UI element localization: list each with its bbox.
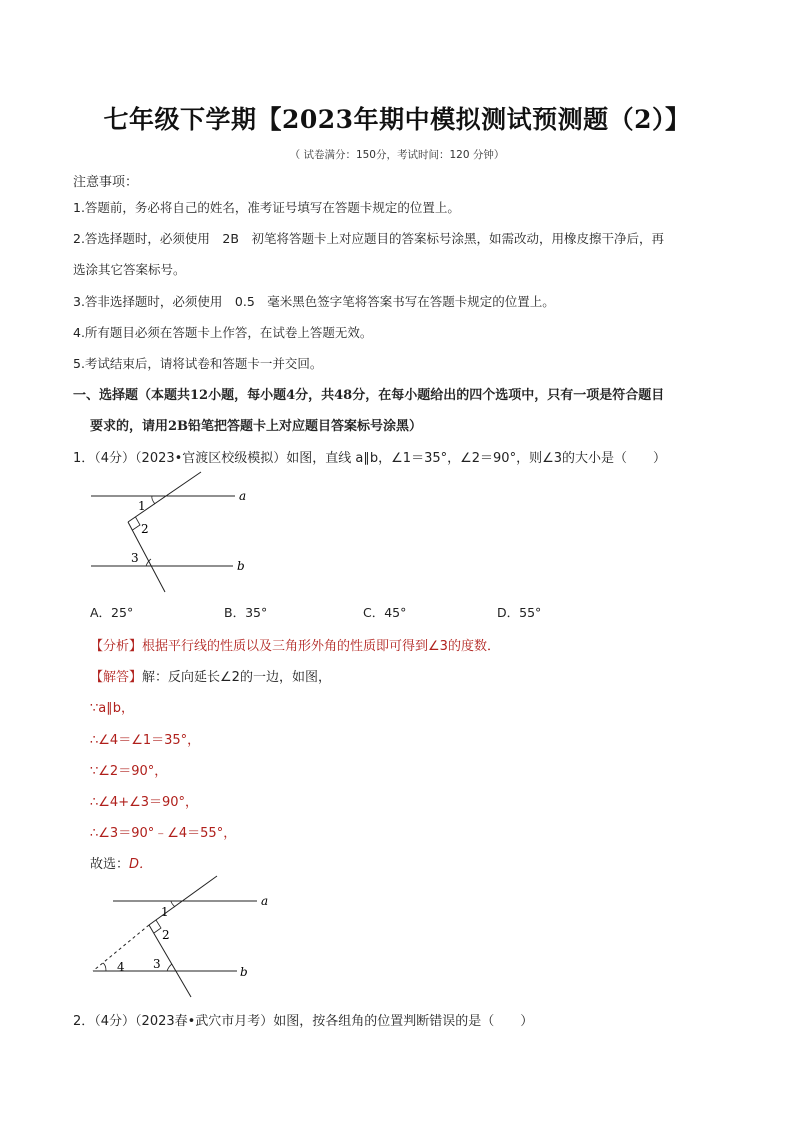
label-angle-2: 2	[141, 522, 149, 536]
note-item: 4.所有题目必须在答题卡上作答，在试卷上答题无效。	[73, 325, 373, 340]
notes-heading: 注意事项：	[73, 175, 139, 190]
note-item: 2.答选择题时，必须使用 2B 初笔将答题卡上对应题目的答案标号涂黑，如需改动，用橡皮擦干净后，再	[73, 231, 664, 246]
question-1-figure	[85, 470, 265, 600]
solution-step: ∴∠4＝∠1＝35°，	[90, 733, 201, 748]
option-c: C．45°	[363, 605, 407, 620]
angle-3-arc	[167, 964, 172, 971]
option-d: D．55°	[497, 605, 542, 620]
analysis	[90, 635, 500, 654]
label-angle-3: 3	[153, 957, 161, 971]
section-heading-cont: 要求的，请用2B铅笔把答题卡上对应题目答案标号涂黑）	[90, 419, 423, 434]
label-a: a	[261, 894, 269, 908]
right-angle-mark	[154, 920, 161, 933]
note-item: 1.答题前，务必将自己的姓名，准考证号填写在答题卡规定的位置上。	[73, 200, 460, 215]
option-a: A．25°	[90, 605, 134, 620]
label-angle-4: 4	[117, 960, 125, 974]
section-heading: 一、选择题（本题共12小题，每小题4分，共48分，在每小题给出的四个选项中，只有一项是符合题目	[73, 388, 665, 403]
solution-step: ∵∠2＝90°，	[90, 764, 168, 779]
page-subtitle: （ 试卷满分：150分，考试时间：120 分钟）	[289, 149, 505, 161]
page-title: 七年级下学期【2023年期中模拟测试预测题（2）】	[103, 105, 691, 134]
label-angle-1: 1	[161, 905, 169, 919]
solution-step: ∵a∥b，	[90, 701, 134, 716]
question-stem: 1．（4分）（2023•官渡区校级模拟）如图，直线 a∥b，∠1＝35°，∠2＝90°，则∠3的大小是（ ）	[73, 451, 667, 466]
solution-step: ∴∠4+∠3＝90°，	[90, 795, 199, 810]
analysis-tag: 【分析】	[90, 639, 143, 654]
angle-1-arc	[171, 901, 175, 907]
note-item: 5.考试结束后，请将试卷和答题卡一并交回。	[73, 356, 323, 371]
solution-tag: 【解答】	[90, 670, 143, 685]
solution-figure	[85, 870, 285, 1000]
choose-prefix: 故选：	[90, 857, 130, 872]
choose-answer: D．	[129, 857, 153, 872]
note-item: 选涂其它答案标号。	[73, 262, 186, 277]
angle-1-arc	[152, 496, 155, 504]
solution	[90, 666, 331, 685]
label-angle-1: 1	[138, 499, 146, 513]
label-angle-3: 3	[131, 551, 139, 565]
label-angle-2: 2	[162, 928, 170, 942]
label-b: b	[240, 965, 248, 979]
label-a: a	[239, 489, 247, 503]
note-item: 3.答非选择题时，必须使用 0.5 毫米黑色签字笔将答案书写在答题卡规定的位置上。	[73, 294, 555, 309]
transversal-upper	[128, 472, 201, 522]
solution-intro: 解：反向延长∠2的一边，如图，	[142, 670, 331, 685]
analysis-text: 根据平行线的性质以及三角形外角的性质即可得到∠3的度数．	[142, 639, 500, 654]
question-stem: 2．（4分）（2023春•武穴市月考）如图，按各组角的位置判断错误的是（ ）	[73, 1014, 534, 1029]
solution-step: ∴∠3＝90°﹣∠4＝55°，	[90, 826, 237, 841]
label-b: b	[237, 559, 245, 573]
option-b: B．35°	[224, 605, 268, 620]
angle-4-arc	[103, 963, 106, 971]
right-angle-mark	[133, 517, 141, 530]
